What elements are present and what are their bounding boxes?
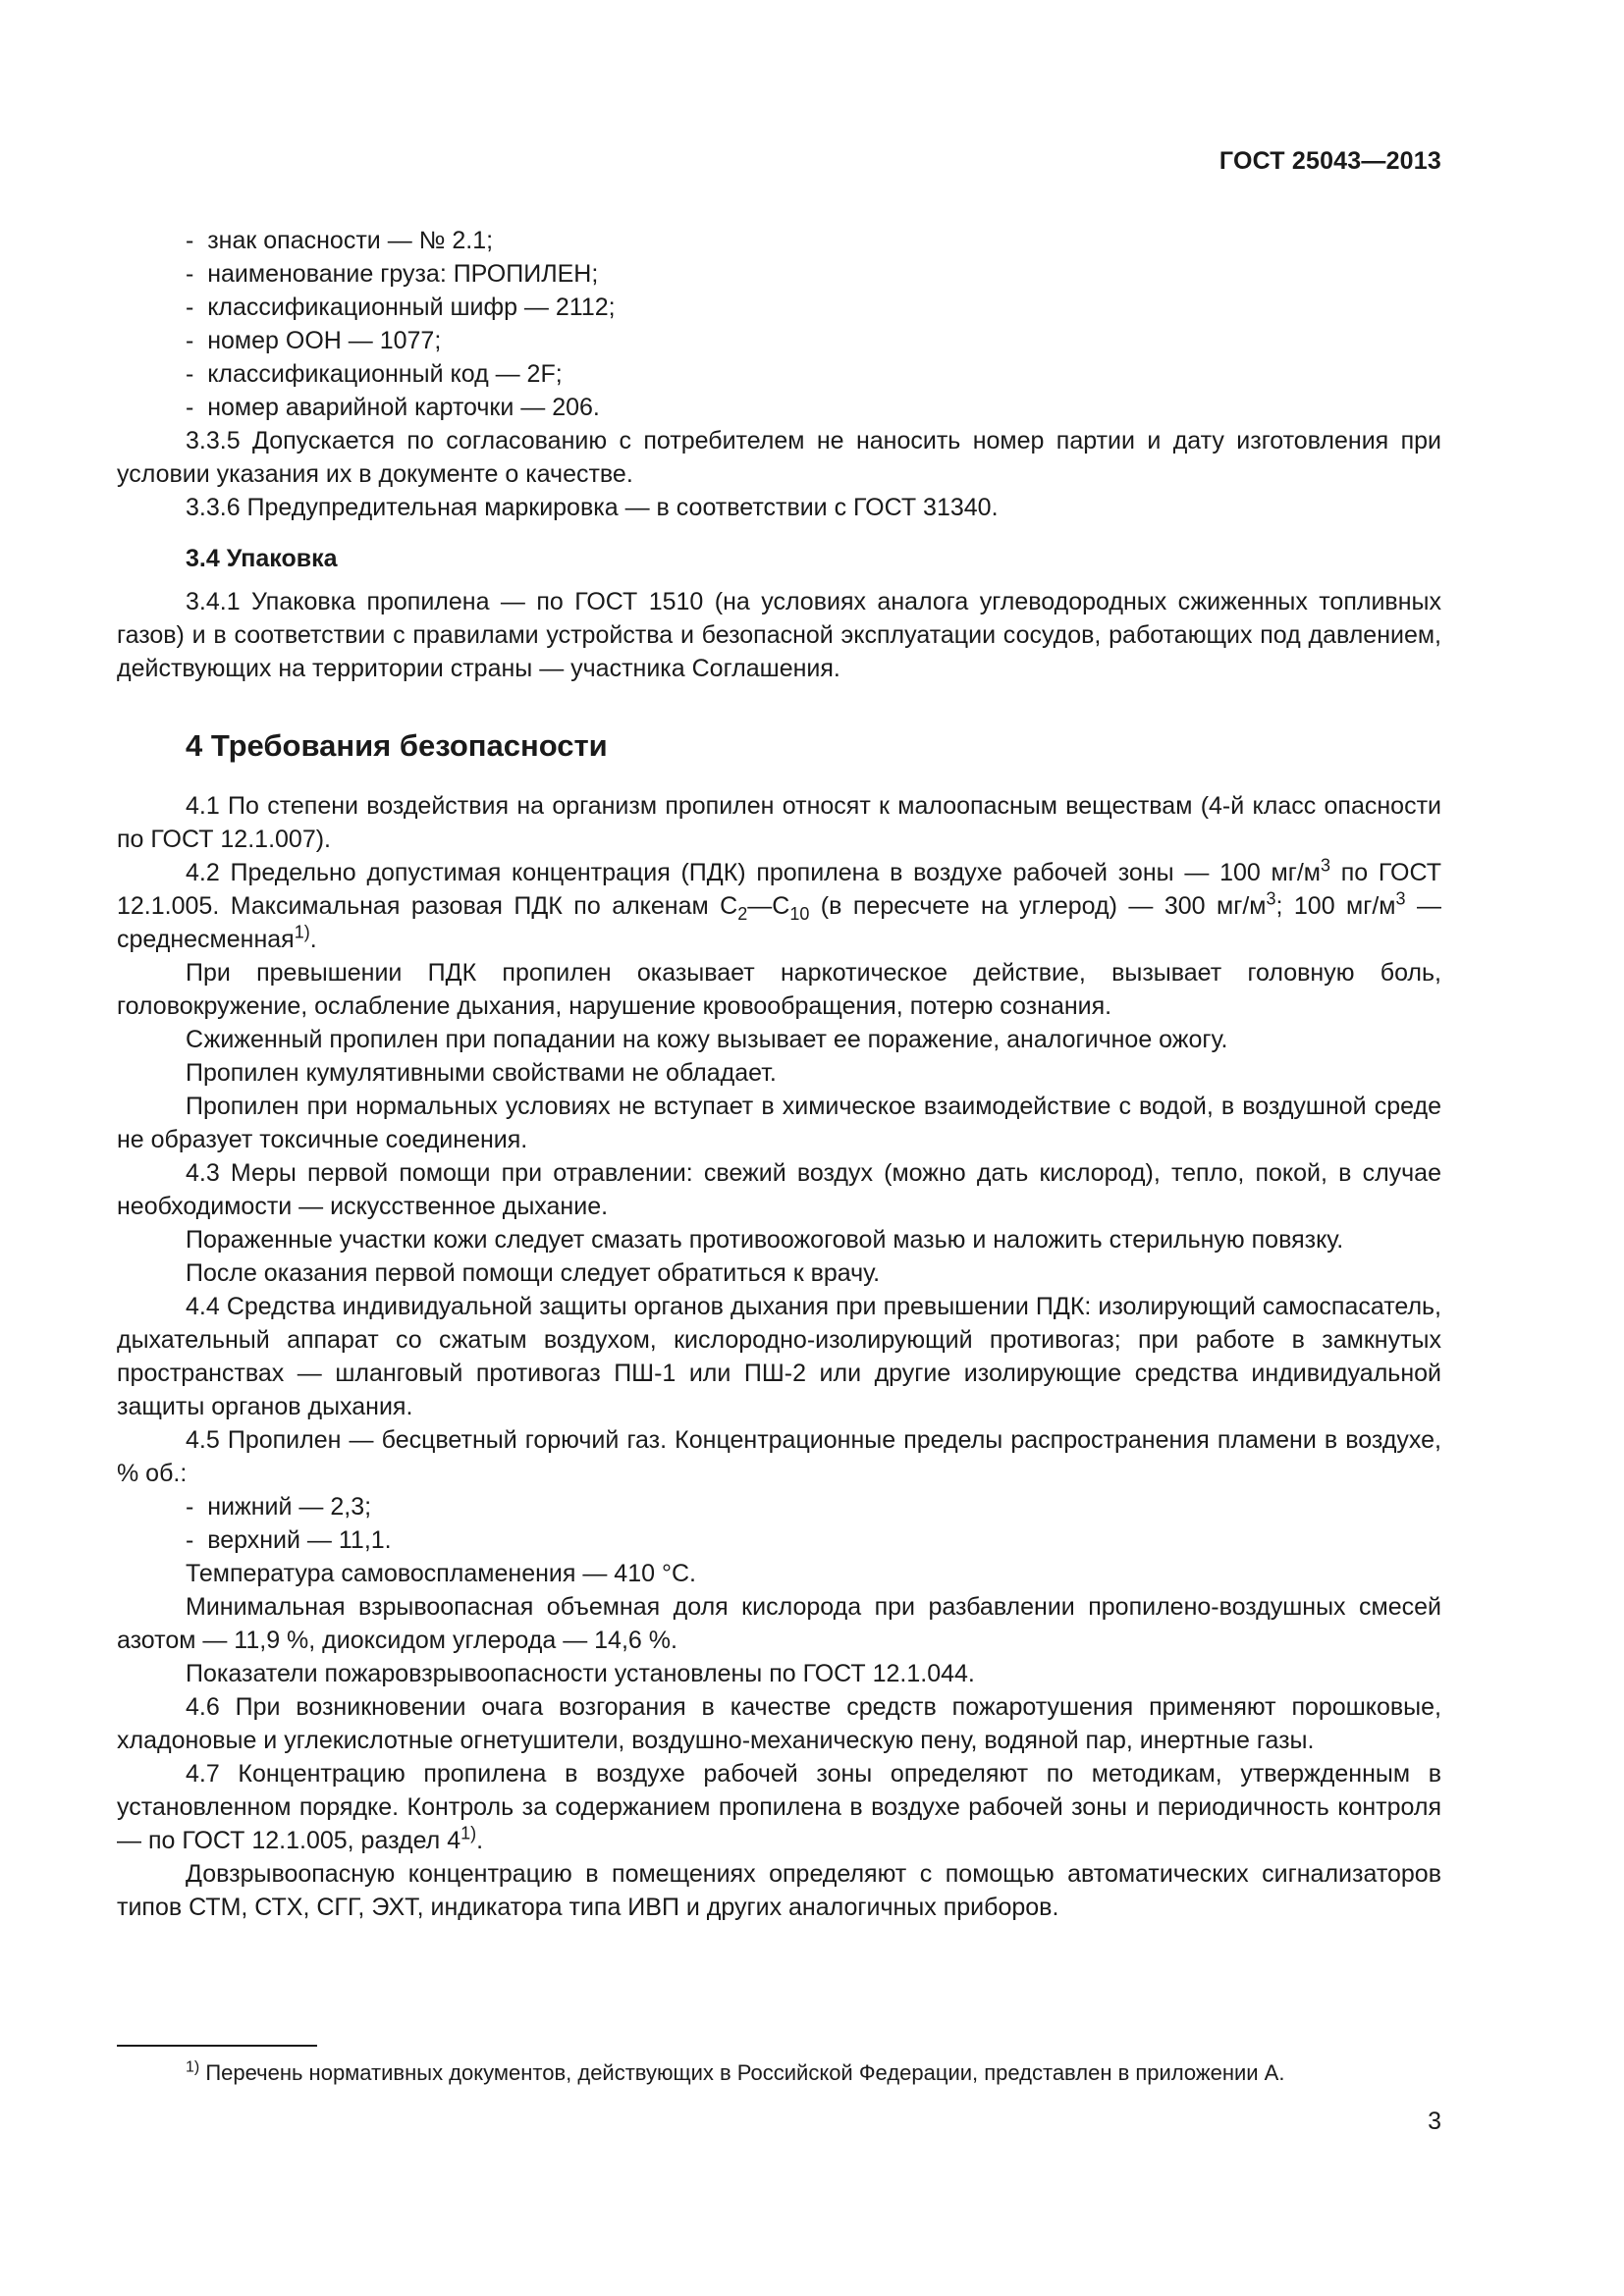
paragraph: 4.3 Меры первой помощи при отравлении: свежий воздух (можно дать кислород), тепло, покой, в случае необходимости — искусственное дыхание. bbox=[117, 1159, 1441, 1220]
list-item: - классификационный шифр — 2112; bbox=[186, 294, 616, 321]
list-item: - номер ООН — 1077; bbox=[186, 327, 442, 354]
footnote-text: Перечень нормативных документов, действующих в Российской Федерации, представлен в приложении А. bbox=[199, 2060, 1285, 2085]
section-subheading: 3.4 Упаковка bbox=[186, 545, 338, 572]
paragraph: 4.6 При возникновении очага возгорания в качестве средств пожаротушения применяют порошковые, хладоновые и углекислотные огнетушители, воздушно-механическую пену, водяной пар, инертные газы. bbox=[117, 1693, 1441, 1754]
superscript: 1) bbox=[460, 1823, 477, 1843]
text-run: по ГОСТ 12.1.005. Максимальная разовая ПДК по алкенам С bbox=[117, 859, 1441, 920]
footnote-separator bbox=[117, 2045, 317, 2047]
document-body bbox=[117, 224, 1441, 1924]
paragraph: Температура самовоспламенения — 410 °С. bbox=[186, 1560, 696, 1587]
list-item: - наименование груза: ПРОПИЛЕН; bbox=[186, 260, 599, 288]
list-item: - номер аварийной карточки — 206. bbox=[186, 394, 600, 421]
superscript: 1) bbox=[294, 922, 310, 942]
section-heading: 4 Требования безопасности bbox=[186, 728, 608, 763]
paragraph: 3.4.1 Упаковка пропилена — по ГОСТ 1510 (на условиях аналога углеводородных сжиженных топливных газов) и в соответствии с правилами устройства и безопасной эксплуатации сосудов, работающих под давлением, действующих на территории страны — участника Соглашения. bbox=[117, 588, 1441, 682]
page-number: 3 bbox=[1428, 2108, 1441, 2135]
subscript: 10 bbox=[789, 904, 810, 924]
superscript: 3 bbox=[1266, 888, 1276, 909]
paragraph: Пораженные участки кожи следует смазать противоожоговой мазью и наложить стерильную повязку. bbox=[186, 1226, 1344, 1254]
paragraph: После оказания первой помощи следует обратиться к врачу. bbox=[186, 1259, 881, 1287]
text-run: 4.2 Предельно допустимая концентрация (ПДК) пропилена в воздухе рабочей зоны — 100 мг/м bbox=[186, 859, 1321, 886]
paragraph: 4.1 По степени воздействия на организм пропилен относят к малоопасным веществам (4-й класс опасности по ГОСТ 12.1.007). bbox=[117, 792, 1441, 853]
paragraph: Сжиженный пропилен при попадании на кожу вызывает ее поражение, аналогичное ожогу. bbox=[186, 1026, 1228, 1053]
list-item: - классификационный код — 2F; bbox=[186, 360, 563, 388]
paragraph bbox=[117, 1757, 1441, 1857]
text-run: . bbox=[476, 1827, 484, 1854]
text-run: 4.7 Концентрацию пропилена в воздухе рабочей зоны определяют по методикам, утвержденным в установленном порядке. Контроль за содержанием пропилена в воздухе рабочей зоны и периодичность контроля — по ГОСТ 12.1.005, раздел 4 bbox=[117, 1760, 1441, 1854]
footnote-marker: 1) bbox=[186, 2058, 200, 2076]
list-item: - нижний — 2,3; bbox=[186, 1493, 372, 1521]
list-item: - верхний — 11,1. bbox=[186, 1526, 392, 1554]
text-run: —С bbox=[747, 892, 790, 920]
paragraph: 4.4 Средства индивидуальной защиты органов дыхания при превышении ПДК: изолирующий самоспасатель, дыхательный аппарат со сжатым воздухом, кислородно-изолирующий противогаз; при работе в замкнутых пространствах — шланговый противогаз ПШ-1 или ПШ-2 или другие изолирующие средства индивидуальной защиты органов дыхания. bbox=[117, 1293, 1441, 1420]
footnote bbox=[186, 2058, 1442, 2088]
paragraph: При превышении ПДК пропилен оказывает наркотическое действие, вызывает головную боль, головокружение, ослабление дыхания, нарушение кровообращения, потерю сознания. bbox=[117, 959, 1441, 1020]
text-run: (в пересчете на углерод) — 300 мг/м bbox=[809, 892, 1267, 920]
list-item: - знак опасности — № 2.1; bbox=[186, 227, 494, 254]
superscript: 3 bbox=[1320, 855, 1330, 876]
paragraph: Пропилен кумулятивными свойствами не обладает. bbox=[186, 1059, 777, 1087]
paragraph: 3.3.6 Предупредительная маркировка — в соответствии с ГОСТ 31340. bbox=[186, 494, 999, 521]
paragraph: 3.3.5 Допускается по согласованию с потребителем не наносить номер партии и дату изготовления при условии указания их в документе о качестве. bbox=[117, 427, 1441, 488]
paragraph: 4.5 Пропилен — бесцветный горючий газ. Концентрационные пределы распространения пламени в воздухе, % об.: bbox=[117, 1426, 1441, 1487]
text-run: . bbox=[309, 926, 317, 953]
text-run: — среднесменная bbox=[117, 892, 1441, 953]
subscript: 2 bbox=[737, 904, 748, 924]
paragraph bbox=[117, 856, 1441, 956]
text-run: ; 100 мг/м bbox=[1275, 892, 1396, 920]
superscript: 3 bbox=[1395, 888, 1406, 909]
paragraph: Показатели пожаровзрывоопасности установлены по ГОСТ 12.1.044. bbox=[186, 1660, 975, 1687]
document-header: ГОСТ 25043—2013 bbox=[1218, 147, 1441, 175]
paragraph: Довзрывоопасную концентрацию в помещениях определяют с помощью автоматических сигнализаторов типов СТМ, СТХ, СГГ, ЭХТ, индикатора типа ИВП и других аналогичных приборов. bbox=[117, 1860, 1441, 1921]
paragraph: Пропилен при нормальных условиях не вступает в химическое взаимодействие с водой, в воздушной среде не образует токсичные соединения. bbox=[117, 1093, 1441, 1153]
paragraph: Минимальная взрывоопасная объемная доля кислорода при разбавлении пропилено-воздушных смесей азотом — 11,9 %, диоксидом углерода — 14,6 %. bbox=[117, 1593, 1441, 1654]
